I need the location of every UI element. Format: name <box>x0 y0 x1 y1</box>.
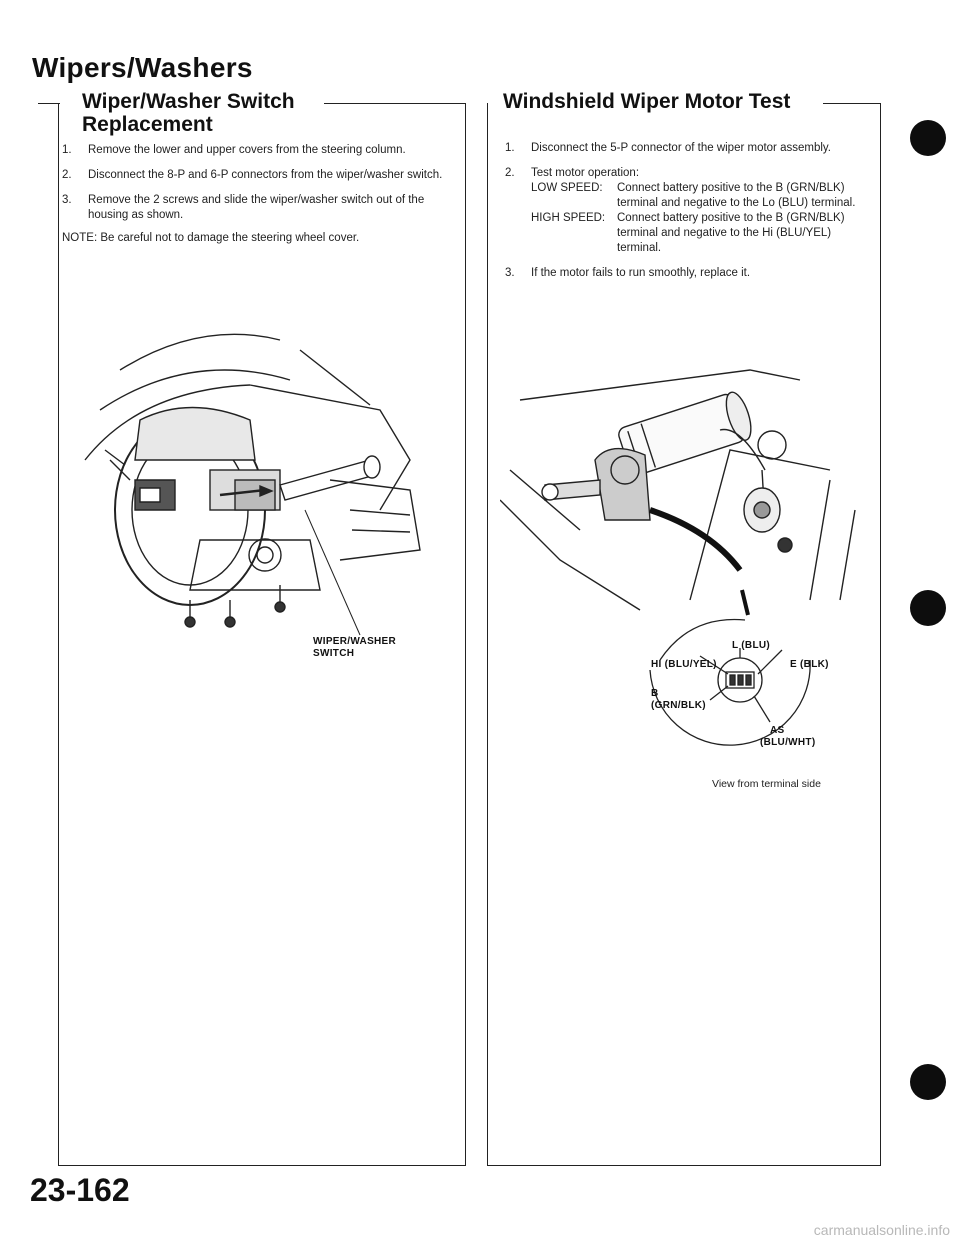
section-tab-dot-3 <box>910 1064 946 1100</box>
section-tab-dot-2 <box>910 590 946 626</box>
left-step-3 <box>62 193 452 223</box>
step-text: Disconnect the 5-P connector of the wiper motor assembly. <box>531 142 831 154</box>
high-speed-row <box>531 211 867 256</box>
low-speed-row <box>531 181 867 211</box>
terminal-b-name: B <box>651 688 659 699</box>
terminal-b-label <box>651 688 706 712</box>
step-number: 3. <box>62 194 72 206</box>
step-number: 1. <box>62 144 72 156</box>
step-text: If the motor fails to run smoothly, replace it. <box>531 267 751 279</box>
terminal-hi-label: HI (BLU/YEL) <box>651 659 717 670</box>
connector-caption: View from terminal side <box>712 778 821 790</box>
left-section-title: Wiper/Washer Switch <box>78 91 299 113</box>
left-panel-rule-left <box>38 103 60 104</box>
callout-line-1: WIPER/WASHER <box>313 636 397 647</box>
left-step-2 <box>62 168 452 183</box>
terminal-as-label <box>760 725 815 749</box>
step-number: 2. <box>505 167 515 179</box>
left-section-subtitle: Replacement <box>78 114 217 136</box>
terminal-l-label: L (BLU) <box>732 640 771 651</box>
step-intro: Test motor operation: <box>531 167 640 179</box>
wiper-motor-illustration <box>500 360 870 620</box>
terminal-e-label: E (BLK) <box>790 659 829 670</box>
watermark-text: carmanualsonline.info <box>813 1222 950 1238</box>
page-number: 23-162 <box>30 1172 130 1208</box>
terminal-as-color: (BLU/WHT) <box>760 737 816 748</box>
terminal-b-color: (GRN/BLK) <box>651 700 706 711</box>
step-text: Disconnect the 8-P and 6-P connectors from the wiper/washer switch. <box>88 169 443 181</box>
page-title: Wipers/Washers <box>32 52 253 83</box>
low-speed-text: Connect battery positive to the B (GRN/BLK) terminal and negative to the Lo (BLU) terminal. <box>617 182 856 209</box>
step-text: Remove the 2 screws and slide the wiper/washer switch out of the housing as shown. <box>88 194 425 221</box>
right-step-1 <box>505 141 867 156</box>
right-step-2 <box>505 166 867 256</box>
step-text: Remove the lower and upper covers from the steering column. <box>88 144 406 156</box>
left-panel-rule-right <box>324 103 466 104</box>
right-step-3 <box>505 266 867 281</box>
section-tab-dot-1 <box>910 120 946 156</box>
high-speed-text: Connect battery positive to the B (GRN/BLK) terminal and negative to the Hi (BLU/YEL) terminal. <box>617 212 845 254</box>
low-speed-label: LOW SPEED: <box>531 182 603 194</box>
right-section-title: Windshield Wiper Motor Test <box>499 91 794 113</box>
left-steps <box>62 143 452 246</box>
callout-line-2: SWITCH <box>313 648 355 659</box>
terminal-as-name: AS <box>770 725 785 736</box>
left-note: NOTE: Be careful not to damage the steering wheel cover. <box>62 232 360 244</box>
right-panel-rule <box>823 103 881 104</box>
left-step-1 <box>62 143 452 158</box>
right-steps <box>505 141 867 291</box>
steering-column-illustration <box>80 310 450 650</box>
step-number: 3. <box>505 267 515 279</box>
high-speed-label: HIGH SPEED: <box>531 212 606 224</box>
step-number: 2. <box>62 169 72 181</box>
wiper-washer-switch-callout <box>313 636 396 660</box>
step-number: 1. <box>505 142 515 154</box>
